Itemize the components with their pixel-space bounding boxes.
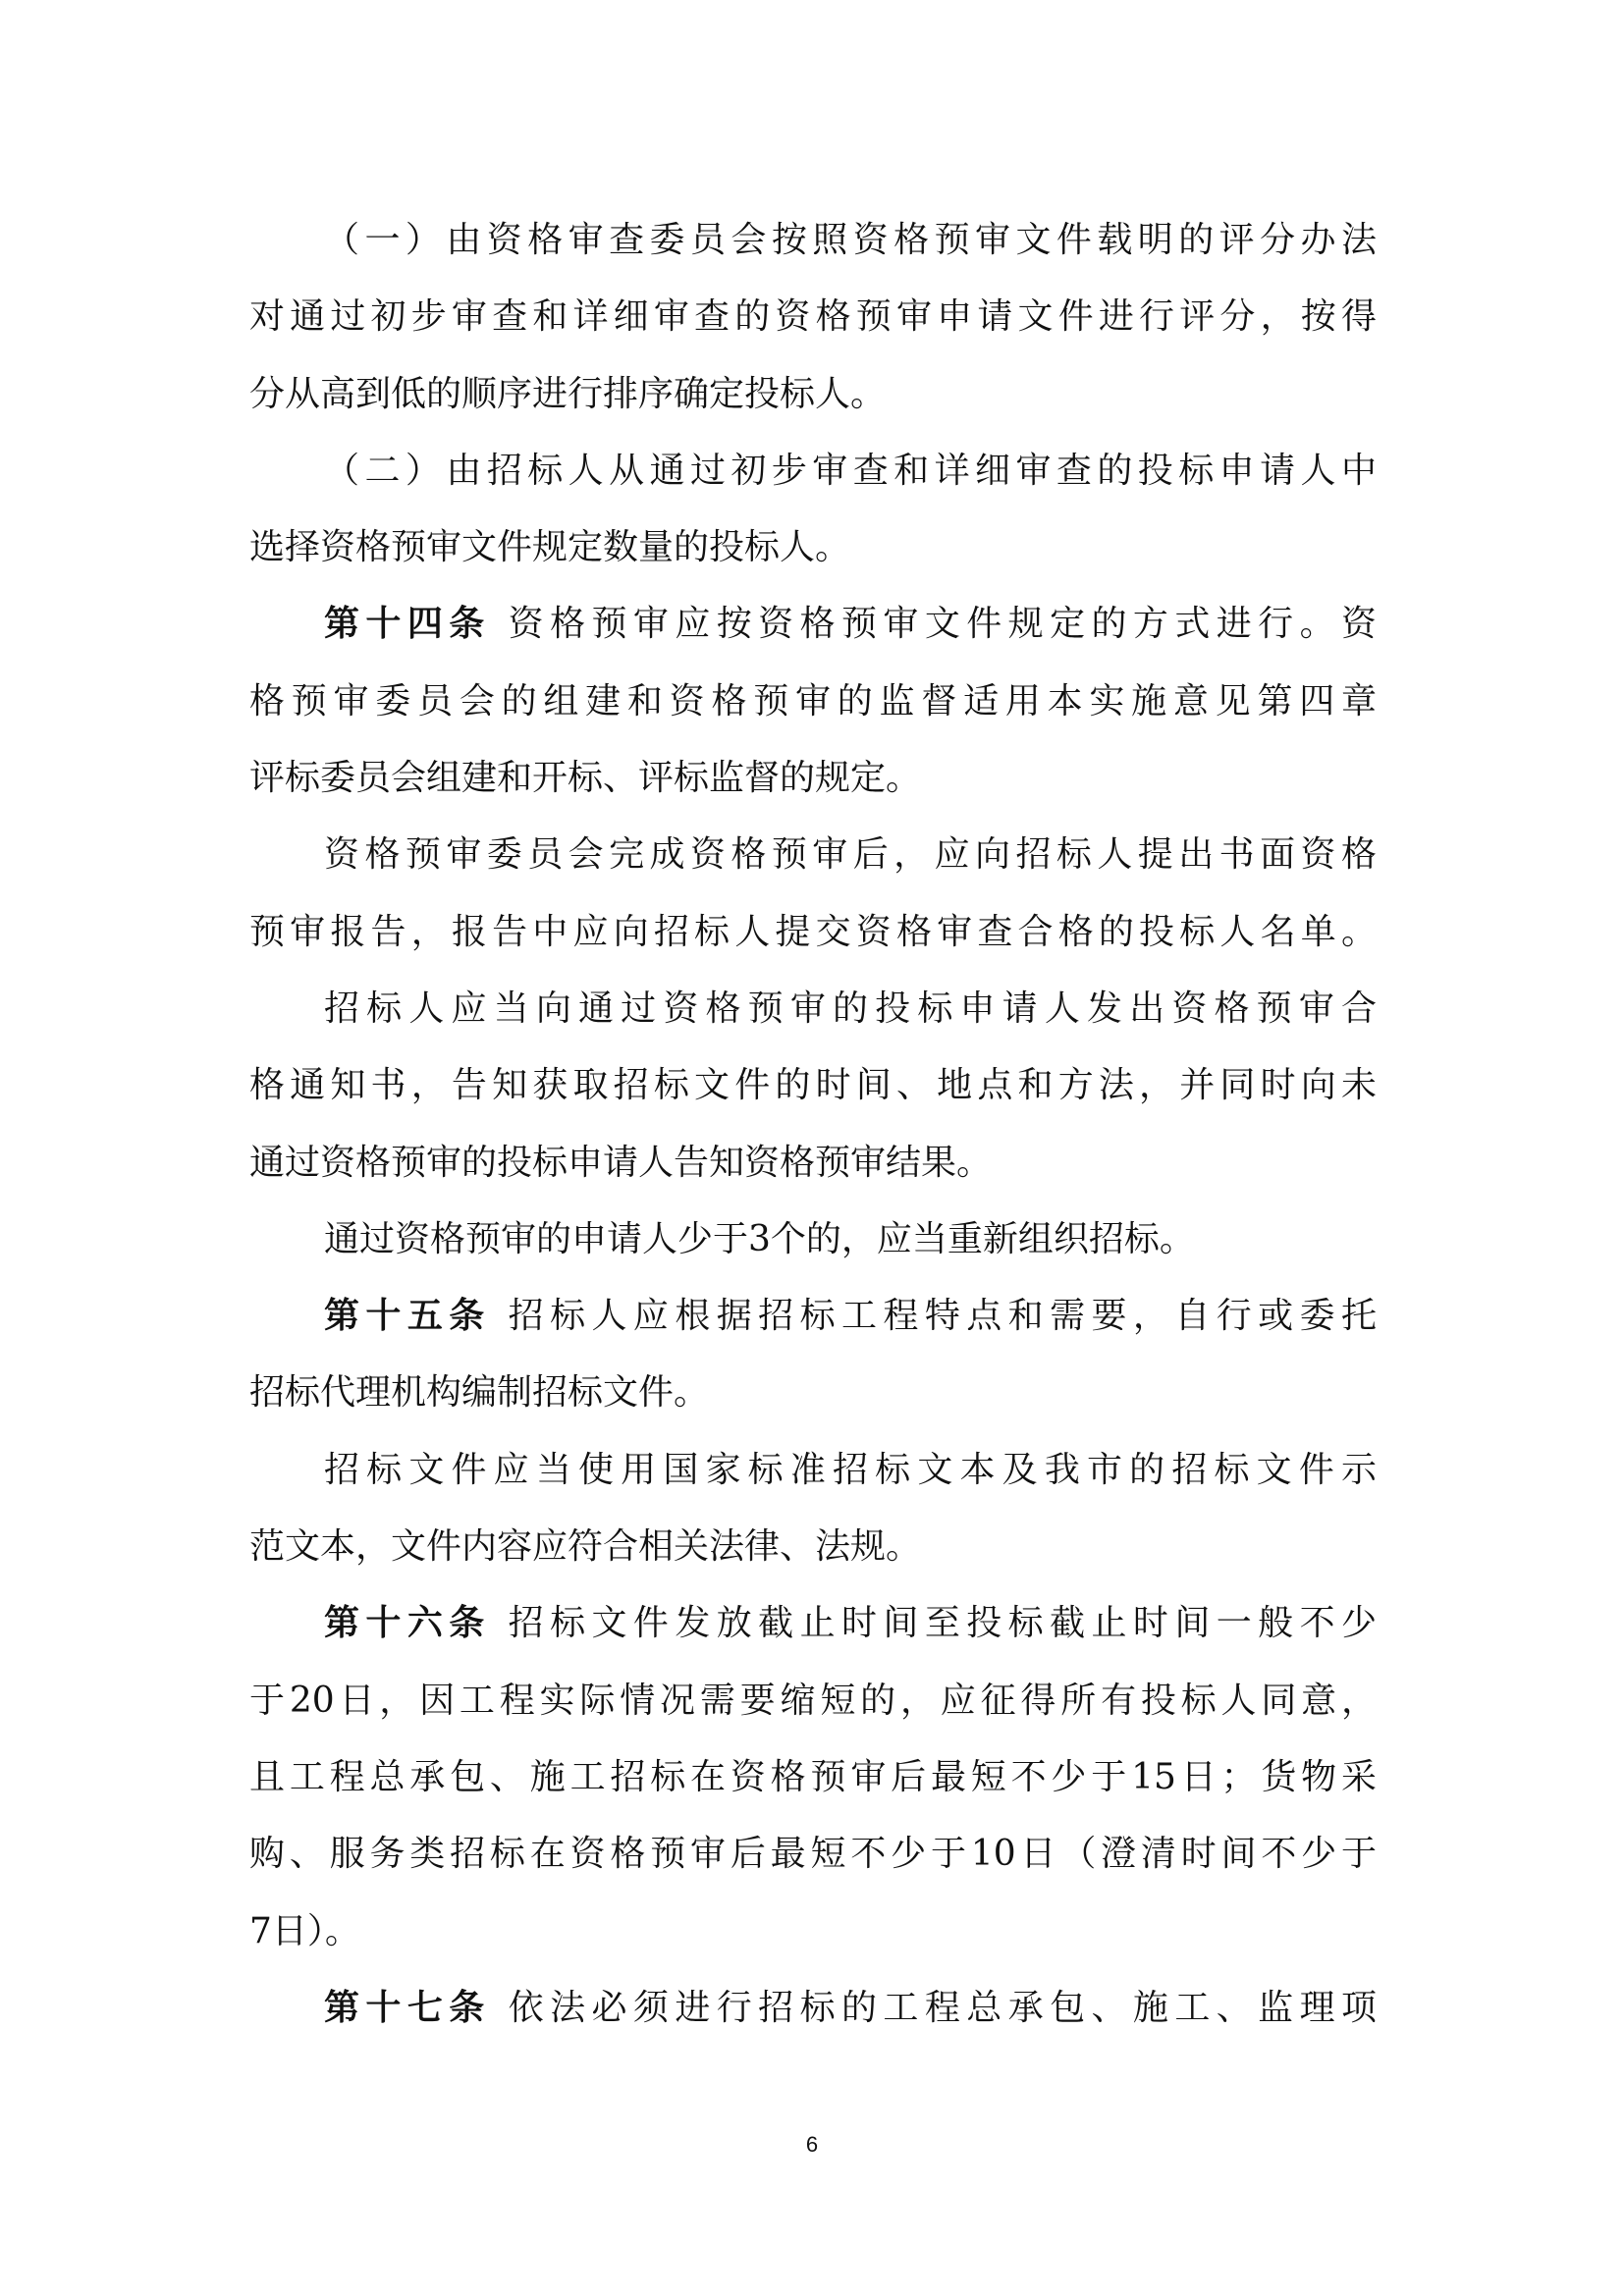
article-label: 第十五条 xyxy=(324,1296,491,1337)
line-text: 通过资格预审的申请人少于3个的，应当重新组织招标。 xyxy=(324,1218,1195,1259)
text-line xyxy=(249,1585,1377,1662)
text-line xyxy=(249,894,1377,971)
line-text: 资格预审委员会完成资格预审后，应向招标人提出书面资格 xyxy=(324,834,1377,876)
line-text: 格通知书，告知获取招标文件的时间、地点和方法，并同时向未 xyxy=(249,1065,1377,1106)
text-line xyxy=(249,1047,1377,1124)
line-text: 资格预审应按资格预审文件规定的方式进行。资 xyxy=(508,604,1377,645)
line-text: 依法必须进行招标的工程总承包、施工、监理项 xyxy=(508,1987,1377,2028)
line-text: （一）由资格审查委员会按照资格预审文件载明的评分办法 xyxy=(324,220,1377,260)
text-line xyxy=(249,1739,1377,1816)
text-line xyxy=(249,971,1377,1047)
line-text: 7日）。 xyxy=(249,1910,360,1951)
text-line xyxy=(249,279,1377,355)
line-text: 招标人应根据招标工程特点和需要，自行或委托 xyxy=(508,1296,1377,1337)
page-number: 6 xyxy=(805,2132,819,2157)
paragraph-article-14-p4 xyxy=(249,1201,1377,1278)
text-line xyxy=(249,664,1377,740)
paragraph-article-16 xyxy=(249,1585,1377,1969)
line-text: 购、服务类招标在资格预审后最短不少于10日（澄清时间不少于 xyxy=(249,1834,1377,1875)
text-line xyxy=(249,1509,1377,1585)
line-text: （二）由招标人从通过初步审查和详细审查的投标申请人中 xyxy=(324,450,1377,491)
text-line xyxy=(249,817,1377,893)
text-line xyxy=(249,1970,1377,2047)
text-line xyxy=(249,433,1377,509)
line-text: 招标文件发放截止时间至投标截止时间一般不少 xyxy=(508,1603,1377,1644)
paragraph-article-14-p3 xyxy=(249,971,1377,1201)
text-line xyxy=(249,1125,1377,1201)
article-label: 第十六条 xyxy=(324,1603,491,1644)
text-line xyxy=(249,202,1377,279)
text-line xyxy=(249,1432,1377,1509)
line-text: 招标人应当向通过资格预审的投标申请人发出资格预审合 xyxy=(324,988,1377,1029)
line-text: 格预审委员会的组建和资格预审的监督适用本实施意见第四章 xyxy=(249,680,1377,721)
text-line xyxy=(249,1201,1377,1278)
paragraph-item-2 xyxy=(249,433,1377,587)
text-line xyxy=(249,509,1377,586)
line-text: 预审报告，报告中应向招标人提交资格审查合格的投标人名单。 xyxy=(249,911,1377,952)
text-line xyxy=(249,1816,1377,1893)
line-text: 评标委员会组建和开标、评标监督的规定。 xyxy=(249,758,922,799)
line-text: 通过资格预审的投标申请人告知资格预审结果。 xyxy=(249,1142,993,1183)
paragraph-article-17 xyxy=(249,1970,1377,2047)
article-label: 第十四条 xyxy=(324,604,491,645)
paragraph-article-15 xyxy=(249,1278,1377,1432)
line-text: 于20日，因工程实际情况需要缩短的，应征得所有投标人同意， xyxy=(249,1680,1377,1721)
line-text: 招标代理机构编制招标文件。 xyxy=(249,1372,710,1414)
line-text: 招标文件应当使用国家标准招标文本及我市的招标文件示 xyxy=(324,1449,1377,1490)
text-line xyxy=(249,1663,1377,1739)
line-text: 对通过初步审查和详细审查的资格预审申请文件进行评分，按得 xyxy=(249,296,1377,338)
paragraph-article-15-p2 xyxy=(249,1432,1377,1586)
paragraph-article-14-p2 xyxy=(249,817,1377,971)
text-line xyxy=(249,356,1377,433)
text-line xyxy=(249,1894,1377,1970)
line-text: 分从高到低的顺序进行排序确定投标人。 xyxy=(249,373,887,414)
text-line xyxy=(249,1278,1377,1355)
paragraph-item-1 xyxy=(249,202,1377,433)
document-body xyxy=(249,202,1377,2047)
line-text: 选择资格预审文件规定数量的投标人。 xyxy=(249,527,851,568)
line-text: 且工程总承包、施工招标在资格预审后最短不少于15日；货物采 xyxy=(249,1756,1377,1797)
text-line xyxy=(249,740,1377,817)
paragraph-article-14 xyxy=(249,586,1377,817)
line-text: 范文本，文件内容应符合相关法律、法规。 xyxy=(249,1526,922,1568)
text-line xyxy=(249,586,1377,663)
article-label: 第十七条 xyxy=(324,1987,491,2028)
text-line xyxy=(249,1355,1377,1431)
